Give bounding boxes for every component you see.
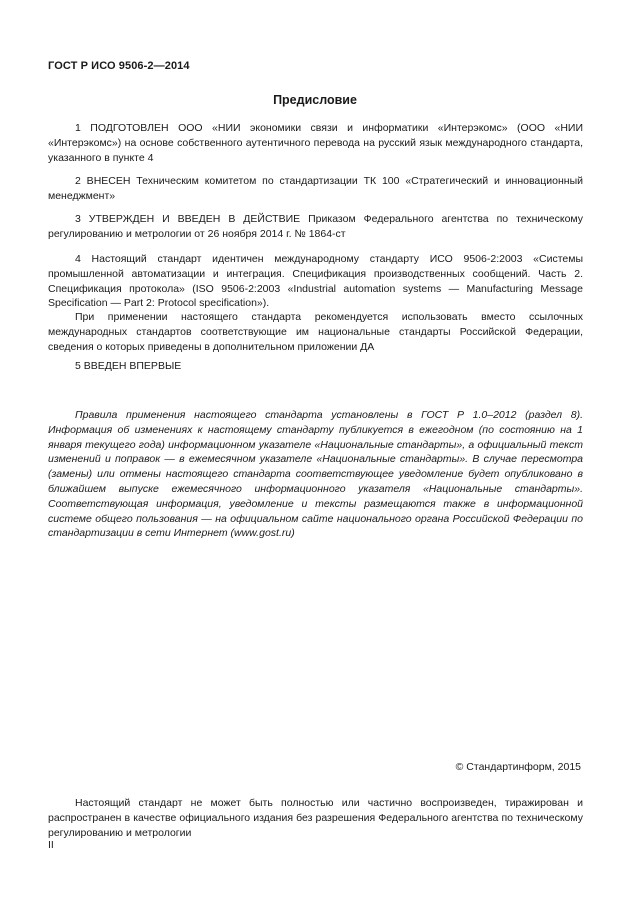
copyright-notice: © Стандартинформ, 2015 bbox=[455, 761, 581, 773]
paragraph-5-first-introduced: 5 ВВЕДЕН ВПЕРВЫЕ bbox=[75, 360, 182, 372]
paragraph-3-approved: 3 УТВЕРЖДЕН И ВВЕДЕН В ДЕЙСТВИЕ Приказом Федерального агентства по техническому регулированию и метрологии от 26 ноября 2014 г. № 1864-ст bbox=[48, 213, 583, 240]
standard-code-header: ГОСТ Р ИСО 9506-2—2014 bbox=[48, 60, 190, 72]
application-rules-notice: Правила применения настоящего стандарта установлены в ГОСТ Р 1.0–2012 (раздел 8). Информация об изменениях к настоящему стандарту публикуется в ежегодном (по состоянию на 1 января текущего года) информационном указателе «Национальные стандарты», а официальный текст изменений и поправок — в ежемесячном указателе «Национальные стандарты». В случае пересмотра (замены) или отмены настоящего стандарта соответствующее уведомление будет опубликовано в ближайшем выпуске ежемесячного информационного указателя «Национальные стандарты». Соответствующая информация, уведомление и тексты размещаются также в информационной системе общего пользования — на официальном сайте национального органа Российской Федерации по стандартизации в сети Интернет (www.gost.ru) bbox=[48, 409, 583, 540]
reproduction-restriction-notice: Настоящий стандарт не может быть полностью или частично воспроизведен, тиражирован и распространен в качестве официального издания без разрешения Федерального агентства по техническому регулированию и метрологии bbox=[48, 797, 583, 839]
page-title: Предисловие bbox=[273, 93, 357, 107]
paragraph-2-submitted-by: 2 ВНЕСЕН Техническим комитетом по стандартизации ТК 100 «Стратегический и инновационный менеджмент» bbox=[48, 175, 583, 202]
paragraph-4-national-references: При применении настоящего стандарта рекомендуется использовать вместо ссылочных международных стандартов соответствующие им национальные стандарты Российской Федерации, сведения о которых приведены в дополнительном приложении ДА bbox=[48, 311, 583, 353]
paragraph-4-identical-standard: 4 Настоящий стандарт идентичен международному стандарту ИСО 9506-2:2003 «Системы промышленной автоматизации и интеграция. Спецификация производственных сообщений. Часть 2. Спецификация протокола» (ISO 9506-2:2003 «Industrial automation systems — Manufacturing Message Specification — Part 2: Protocol specification»). bbox=[48, 253, 583, 310]
page-number: II bbox=[48, 839, 54, 851]
paragraph-1-prepared-by: 1 ПОДГОТОВЛЕН ООО «НИИ экономики связи и информатики «Интерэкомс» (ООО «НИИ «Интерэкомс») на основе собственного аутентичного перевода на русский язык международного стандарта, указанного в пункте 4 bbox=[48, 122, 583, 164]
